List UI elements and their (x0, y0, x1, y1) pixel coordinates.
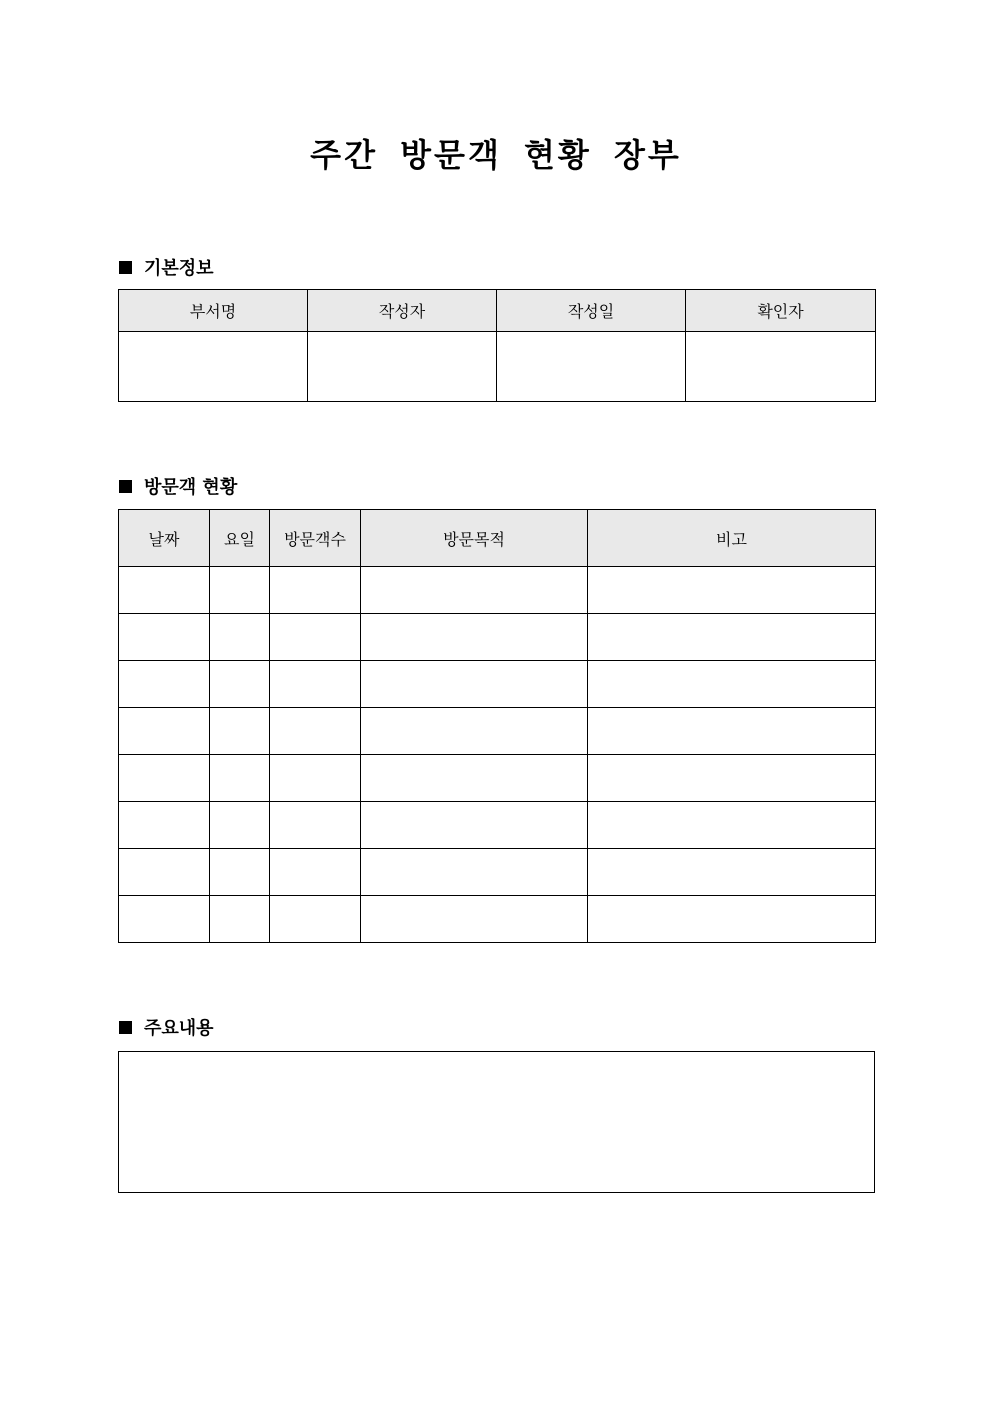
date-cell[interactable] (119, 661, 210, 708)
table-row (119, 849, 876, 896)
visitor-count-cell[interactable] (270, 614, 361, 661)
table-header-row (119, 290, 876, 332)
weekday-cell[interactable] (210, 661, 270, 708)
square-bullet-icon (119, 480, 132, 493)
visitor-status-table (118, 509, 876, 943)
header-reviewer: 확인자 (686, 290, 876, 332)
weekday-cell[interactable] (210, 708, 270, 755)
author-cell[interactable] (308, 332, 497, 402)
basic-info-table (118, 289, 876, 402)
visit-purpose-cell[interactable] (361, 755, 588, 802)
date-cell[interactable] (119, 708, 210, 755)
remarks-cell[interactable] (588, 661, 876, 708)
weekday-cell[interactable] (210, 896, 270, 943)
basic-info-label: 기본정보 (144, 258, 214, 279)
weekday-cell[interactable] (210, 567, 270, 614)
visitor-status-heading (119, 473, 237, 499)
main-content-box[interactable] (118, 1051, 875, 1193)
table-row (119, 708, 876, 755)
header-department: 부서명 (119, 290, 308, 332)
date-cell[interactable] (119, 614, 210, 661)
visit-purpose-cell[interactable] (361, 567, 588, 614)
square-bullet-icon (119, 1021, 132, 1034)
remarks-cell[interactable] (588, 849, 876, 896)
visit-purpose-cell[interactable] (361, 614, 588, 661)
table-row (119, 755, 876, 802)
visit-purpose-cell[interactable] (361, 661, 588, 708)
visit-purpose-cell[interactable] (361, 802, 588, 849)
visitor-count-cell[interactable] (270, 755, 361, 802)
reviewer-cell[interactable] (686, 332, 876, 402)
header-visitor-count: 방문객수 (270, 510, 361, 567)
table-header-row (119, 510, 876, 567)
date-cell[interactable] (119, 802, 210, 849)
visitor-count-cell[interactable] (270, 802, 361, 849)
table-row (119, 802, 876, 849)
remarks-cell[interactable] (588, 708, 876, 755)
header-date: 날짜 (119, 510, 210, 567)
page-title: 주간 방문객 현황 장부 (310, 136, 682, 174)
header-weekday: 요일 (210, 510, 270, 567)
remarks-cell[interactable] (588, 614, 876, 661)
date-cell[interactable] (119, 849, 210, 896)
date-cell[interactable] (119, 567, 210, 614)
weekday-cell[interactable] (210, 802, 270, 849)
remarks-cell[interactable] (588, 755, 876, 802)
visitor-count-cell[interactable] (270, 661, 361, 708)
remarks-cell[interactable] (588, 802, 876, 849)
visit-purpose-cell[interactable] (361, 849, 588, 896)
visit-purpose-cell[interactable] (361, 896, 588, 943)
header-visit-purpose: 방문목적 (361, 510, 588, 567)
table-row (119, 661, 876, 708)
department-cell[interactable] (119, 332, 308, 402)
visitor-status-label: 방문객 현황 (144, 477, 238, 498)
visitor-count-cell[interactable] (270, 896, 361, 943)
header-author: 작성자 (308, 290, 497, 332)
header-remarks: 비고 (588, 510, 876, 567)
main-content-label: 주요내용 (144, 1018, 214, 1039)
weekday-cell[interactable] (210, 614, 270, 661)
visit-purpose-cell[interactable] (361, 708, 588, 755)
weekday-cell[interactable] (210, 849, 270, 896)
table-row (119, 567, 876, 614)
table-row (119, 614, 876, 661)
date-written-cell[interactable] (497, 332, 686, 402)
visitor-count-cell[interactable] (270, 849, 361, 896)
square-bullet-icon (119, 261, 132, 274)
basic-info-heading (119, 254, 214, 280)
visitor-count-cell[interactable] (270, 708, 361, 755)
visitor-count-cell[interactable] (270, 567, 361, 614)
table-row (119, 332, 876, 402)
date-cell[interactable] (119, 896, 210, 943)
date-cell[interactable] (119, 755, 210, 802)
weekday-cell[interactable] (210, 755, 270, 802)
remarks-cell[interactable] (588, 896, 876, 943)
header-date-written: 작성일 (497, 290, 686, 332)
remarks-cell[interactable] (588, 567, 876, 614)
main-content-heading (119, 1014, 214, 1040)
table-row (119, 896, 876, 943)
